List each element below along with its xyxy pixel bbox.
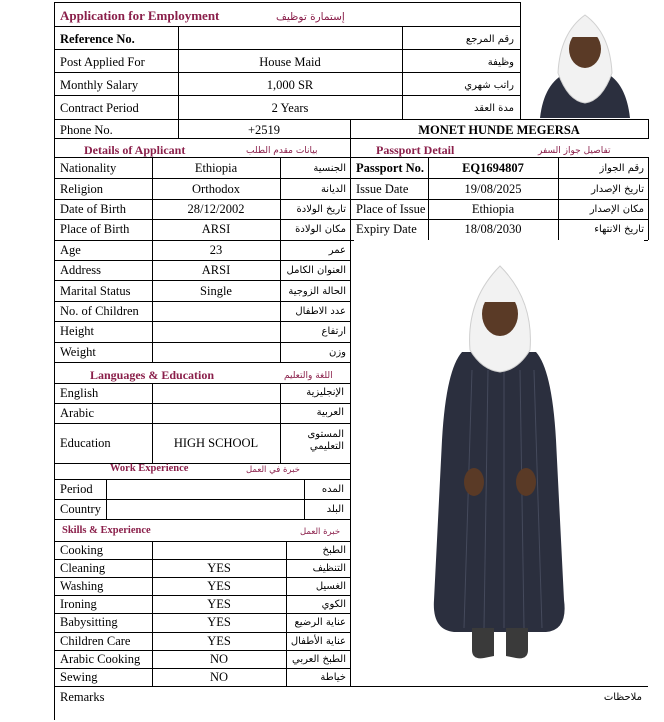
passport-row-label-ar: تاريخ الانتهاء — [594, 224, 644, 236]
work-row-label: Country — [60, 502, 101, 516]
passport-section-title: Passport Detail — [376, 143, 455, 157]
passport-row-label-ar: مكان الإصدار — [589, 204, 644, 215]
skill-row-label-ar: الطبخ العربي — [292, 653, 346, 665]
skill-row-value: NO — [209, 669, 229, 684]
passport-row-label-ar: تاريخ الإصدار — [591, 183, 644, 195]
passport-row-label: Passport No. — [356, 161, 425, 176]
passport-row-label: Place of Issue — [356, 202, 426, 216]
salary-value: 1,000 SR — [266, 78, 314, 92]
applicant-row-label-ar: مكان الولادة — [295, 224, 346, 236]
applicant-row-value: 28/12/2002 — [187, 202, 245, 216]
applicant-row-label: Place of Birth — [60, 222, 130, 237]
applicant-row-label-ar: العنوان الكامل — [286, 265, 346, 277]
skills-section-title: Skills & Experience — [62, 525, 151, 536]
language-row-label-ar: الإنجليزية — [306, 387, 344, 398]
applicant-row-label-ar: الديانة — [320, 183, 346, 195]
applicant-section-title: Details of Applicant — [84, 143, 186, 157]
work-section-title: Work Experience — [110, 463, 189, 474]
passport-row-value: 18/08/2030 — [464, 222, 522, 237]
skill-row-value: YES — [207, 597, 231, 612]
passport-row-label-ar: رقم الجواز — [599, 163, 644, 175]
applicant-row-label-ar: تاريخ الولادة — [296, 204, 346, 215]
salary-label: Monthly Salary — [60, 78, 139, 92]
reference-label-ar: رقم المرجع — [465, 34, 514, 45]
post-value: House Maid — [259, 55, 321, 69]
applicant-row-label: No. of Children — [60, 304, 139, 318]
applicant-row-value: ARSI — [201, 222, 231, 237]
work-section-title-ar: خبرة في العمل — [246, 465, 300, 475]
application-form — [54, 2, 648, 720]
passport-row-label: Expiry Date — [356, 222, 417, 237]
applicant-row-value: Orthodox — [192, 181, 240, 196]
skill-row-label: Arabic Cooking — [60, 651, 141, 666]
applicant-row-value: Ethiopia — [194, 161, 238, 176]
skill-row-value: YES — [207, 579, 231, 594]
applicant-row-label-ar: الحالة الزوجية — [288, 285, 346, 297]
languages-section-title-ar: اللغة والتعليم — [284, 371, 333, 381]
passport-section-title-ar: تفاصيل جواز السفر — [538, 146, 611, 156]
applicant-row-value: Single — [200, 283, 232, 298]
passport-row-label: Issue Date — [356, 181, 409, 196]
work-row-label-ar: المده — [321, 484, 344, 495]
applicant-row-label: Address — [60, 263, 101, 278]
skill-row-label-ar: خياطة — [320, 671, 346, 683]
remarks-label-ar: ملاحظات — [603, 692, 642, 703]
language-row-value: HIGH SCHOOL — [173, 436, 259, 450]
post-label: Post Applied For — [60, 55, 145, 69]
applicant-row-value: 23 — [209, 242, 223, 257]
applicant-row-label-ar: الجنسية — [313, 163, 346, 175]
skill-row-label-ar: الغسيل — [315, 581, 346, 593]
salary-label-ar: راتب شهري — [464, 80, 514, 91]
skill-row-label: Sewing — [60, 669, 98, 684]
applicant-row-label: Age — [60, 242, 81, 257]
remarks-label: Remarks — [60, 690, 105, 704]
skill-row-value: YES — [207, 615, 231, 630]
form-title-en: Application for Employment — [60, 8, 220, 23]
applicant-row-label: Nationality — [60, 161, 117, 176]
language-row-label: Education — [60, 436, 111, 450]
skill-row-label-ar: عناية الأطفال — [290, 635, 346, 647]
reference-label: Reference No. — [60, 32, 135, 46]
applicant-row-label-ar: عمر — [328, 244, 346, 256]
post-label-ar: وظيفة — [487, 57, 514, 68]
applicant-row-value: ARSI — [201, 263, 231, 278]
applicant-row-label-ar: وزن — [328, 346, 346, 358]
skill-row-label: Children Care — [60, 633, 131, 648]
skill-row-label: Washing — [60, 579, 104, 594]
applicant-row-label: Religion — [60, 181, 104, 196]
skill-row-label: Cooking — [60, 543, 104, 557]
skill-row-label-ar: التنظيف — [312, 563, 346, 575]
applicant-row-label: Height — [60, 324, 95, 339]
language-row-label: Arabic — [60, 406, 95, 420]
applicant-headshot-photo — [522, 3, 648, 118]
language-row-label-ar: العربية — [316, 407, 344, 418]
skill-row-label: Cleaning — [60, 561, 106, 576]
applicant-full-photo — [354, 240, 644, 670]
skill-row-value: YES — [207, 633, 231, 648]
skill-row-label: Ironing — [60, 597, 97, 612]
skills-section-title-ar: خبرة العمل — [300, 527, 341, 537]
contract-value: 2 Years — [271, 101, 309, 115]
passport-row-value: Ethiopia — [471, 202, 515, 216]
language-row-label: English — [60, 386, 99, 400]
applicant-section-title-ar: بيانات مقدم الطلب — [246, 146, 318, 156]
contract-label-ar: مدة العقد — [474, 103, 514, 114]
language-row-label-ar: المستوى التعليمي — [307, 429, 344, 452]
work-row-label: Period — [60, 482, 93, 496]
work-row-label-ar: البلد — [326, 504, 344, 515]
contract-label: Contract Period — [60, 101, 139, 115]
phone-label: Phone No. — [60, 123, 113, 137]
skill-row-value: YES — [207, 561, 231, 576]
applicant-row-label: Marital Status — [60, 283, 131, 298]
applicant-row-label: Weight — [60, 344, 96, 359]
languages-section-title: Languages & Education — [90, 368, 215, 382]
passport-row-value: 19/08/2025 — [464, 181, 522, 196]
applicant-row-label-ar: ارتفاع — [321, 326, 346, 338]
skill-row-value: NO — [209, 651, 229, 666]
passport-row-value: EQ1694807 — [462, 161, 524, 176]
applicant-row-label: Date of Birth — [60, 202, 126, 216]
form-title-ar: إستمارة توظيف — [276, 11, 345, 23]
applicant-name: MONET HUNDE MEGERSA — [418, 123, 580, 137]
skill-row-label-ar: الطبخ — [322, 545, 346, 556]
applicant-row-label-ar: عدد الاطفال — [295, 306, 346, 317]
skill-row-label-ar: الكوي — [321, 599, 346, 611]
skill-row-label: Babysitting — [60, 615, 118, 630]
skill-row-label-ar: عناية الرضيع — [294, 617, 346, 629]
phone-value: +2519 — [247, 123, 281, 137]
